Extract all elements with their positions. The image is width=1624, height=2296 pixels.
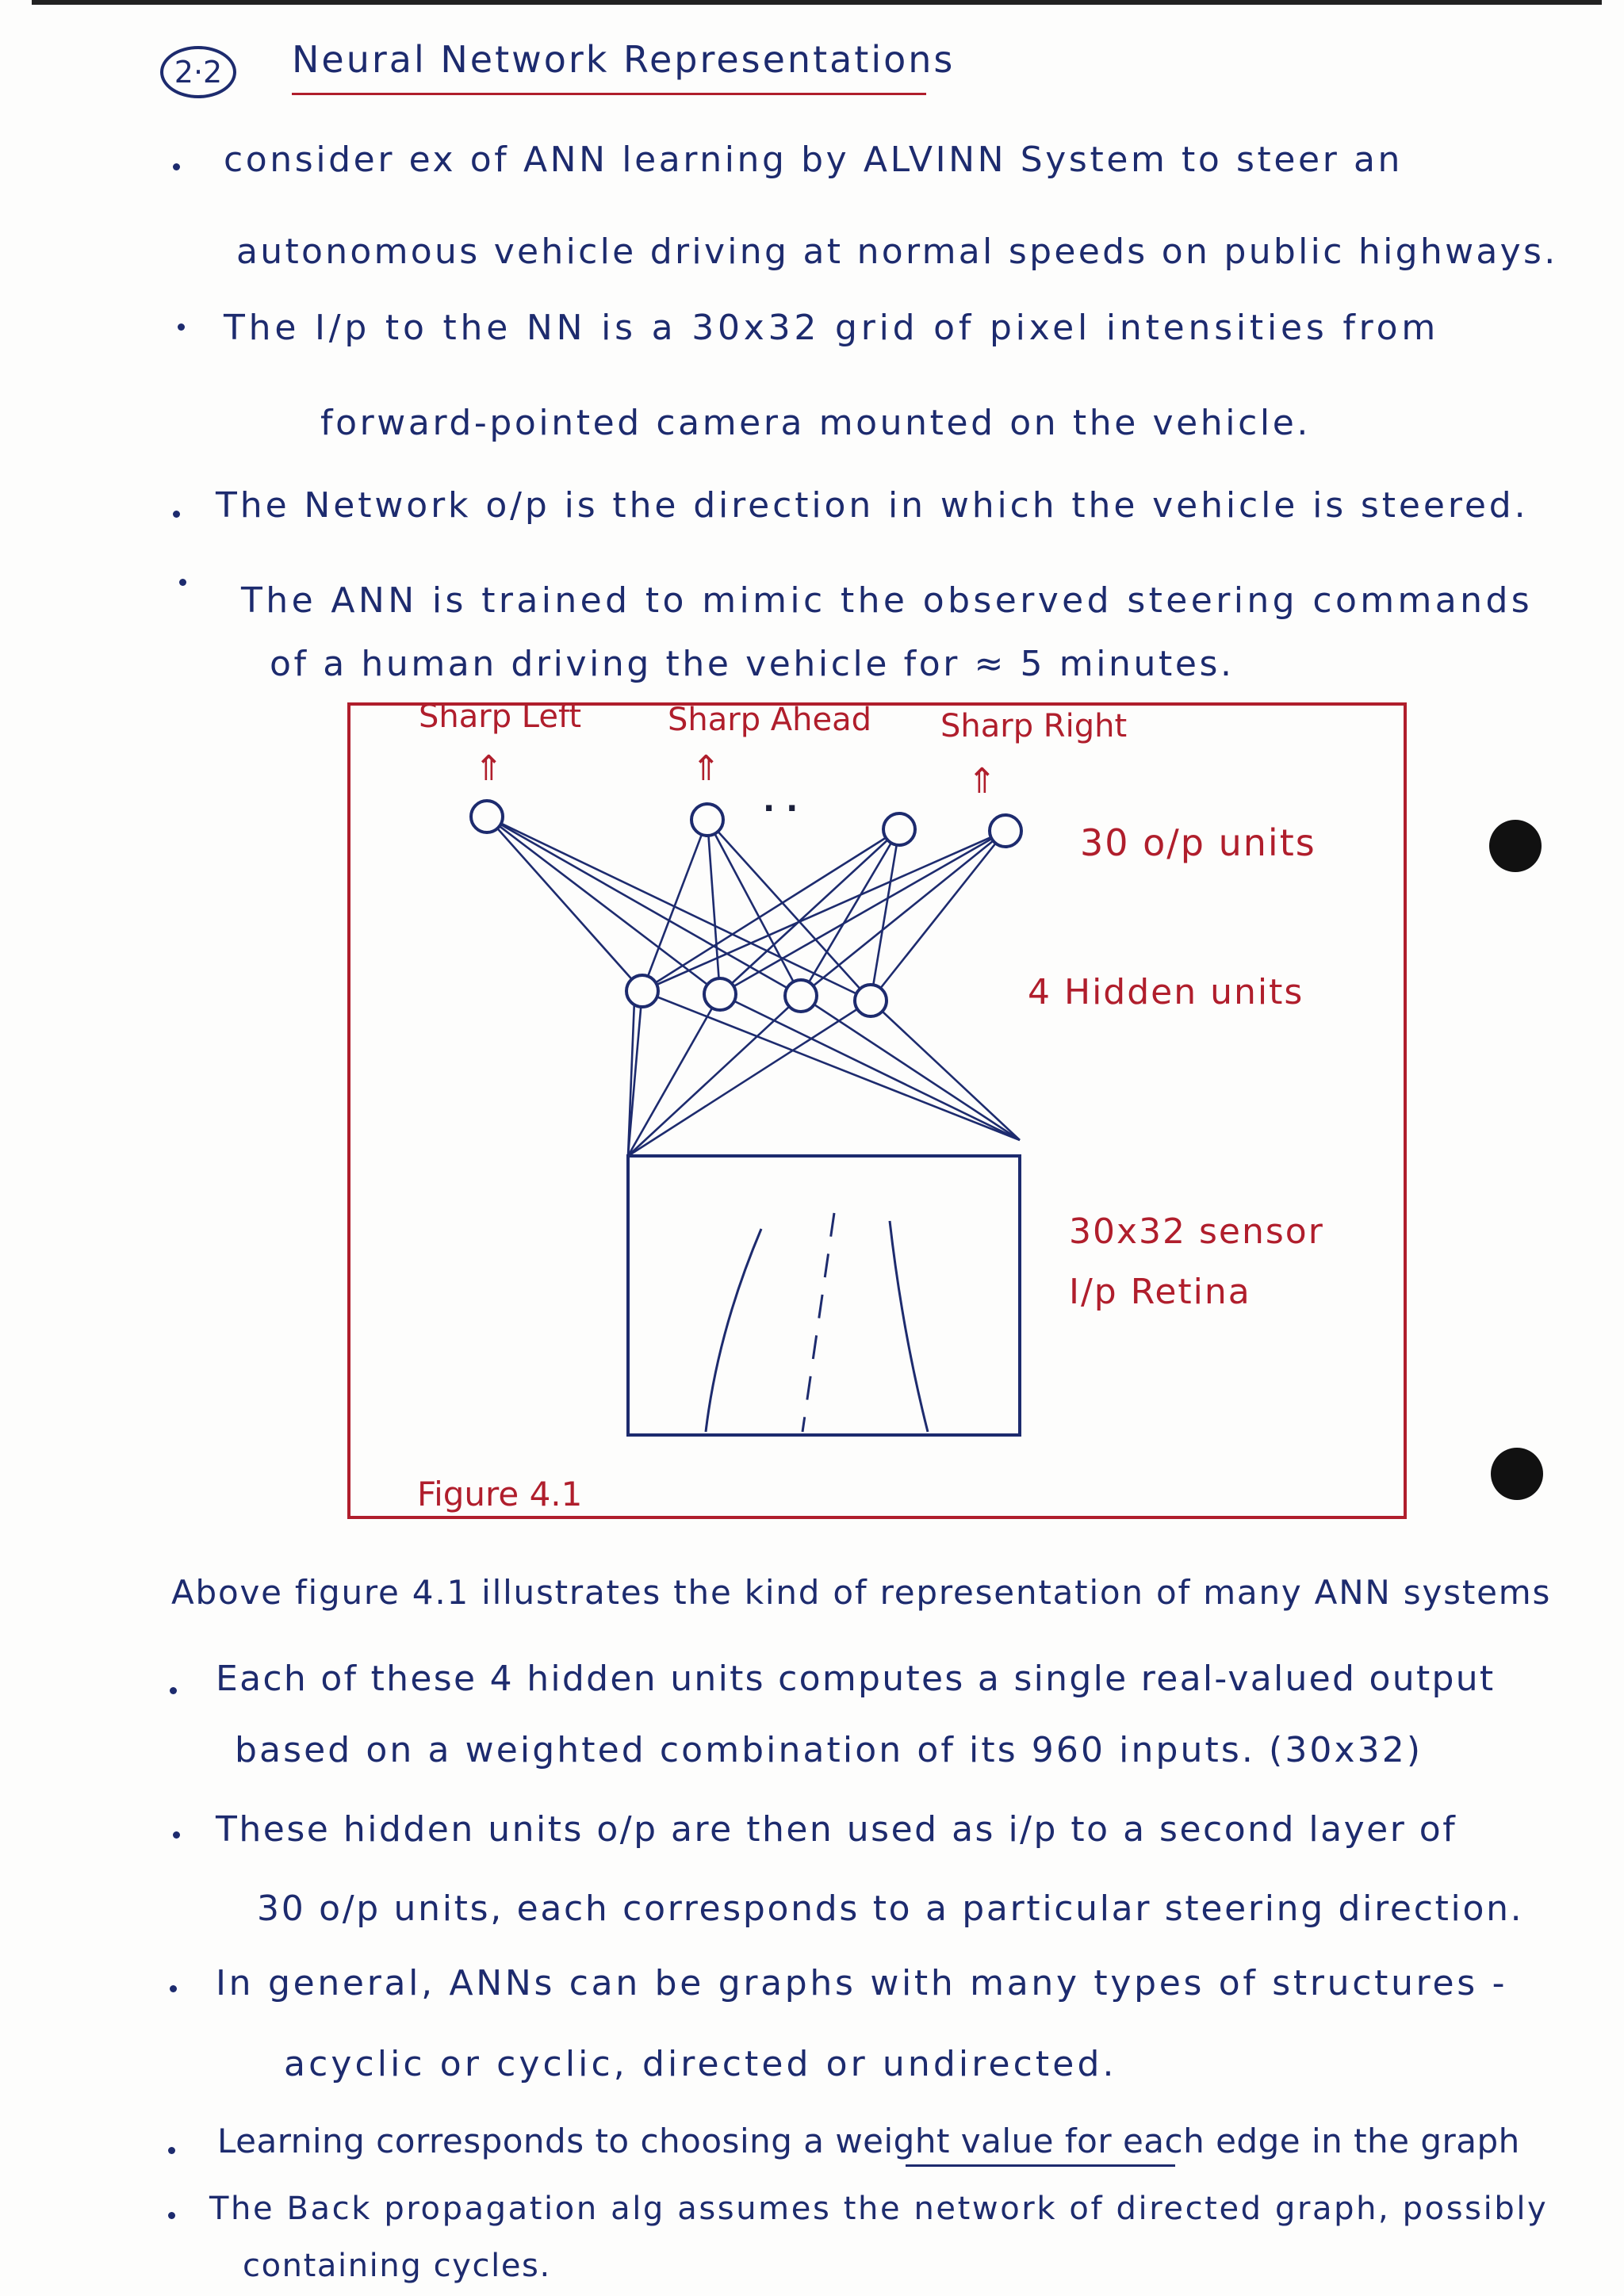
output-layer [471, 801, 1021, 847]
figure-caption: Figure 4.1 [417, 1475, 583, 1513]
bullet-dot [168, 2147, 175, 2154]
hidden-output-connection [720, 831, 1005, 994]
sensor-label-line-2: I/p Retina [1069, 1272, 1251, 1312]
lower-bullet-1-line-2: based on a weighted combination of its 960 inputs. (30x32) [235, 1730, 1423, 1770]
input-hidden-connection [642, 991, 1020, 1140]
after-figure-text: Above figure 4.1 illustrates the kind of representation of many ANN systems [171, 1573, 1552, 1612]
hidden-output-connection [642, 831, 1005, 991]
hidden-output-connection [642, 820, 707, 991]
arrow-up-icon: ⇑ [691, 748, 721, 789]
output-units-label: 30 o/p units [1080, 821, 1316, 864]
output-label-sharp-ahead: Sharp Ahead [668, 702, 872, 738]
output-label-sharp-right: Sharp Right [940, 708, 1128, 744]
output-unit-node [691, 804, 723, 836]
intro-bullet-2-line-1: The I/p to the NN is a 30x32 grid of pixel intensities from [224, 308, 1439, 348]
hidden-unit-node [785, 980, 817, 1012]
hidden-output-connection [720, 829, 899, 994]
hidden-output-connection [871, 831, 1005, 1001]
weight-value-underline [906, 2164, 1175, 2167]
hidden-output-connection [487, 817, 720, 994]
bullet-dot [173, 1831, 180, 1839]
lower-bullet-2-line-2: 30 o/p units, each corresponds to a particular steering direction. [257, 1888, 1524, 1929]
road-right-edge [890, 1221, 928, 1432]
input-hidden-connection [628, 994, 720, 1156]
section-title: Neural Network Representations [292, 38, 956, 81]
sensor-label-line-1: 30x32 sensor [1069, 1211, 1324, 1252]
intro-bullet-4-line-1: The ANN is trained to mimic the observed steering commands [241, 580, 1534, 621]
output-unit-node [471, 801, 503, 832]
intro-bullet-2-line-2: forward-pointed camera mounted on the vehicle. [320, 403, 1311, 443]
intro-bullet-4-line-2: of a human driving the vehicle for ≈ 5 minutes. [270, 644, 1235, 684]
output-ellipsis: · · [763, 790, 799, 827]
output-arrows [474, 748, 997, 802]
bullet-dot [170, 1985, 177, 1992]
hidden-unit-node [855, 985, 887, 1016]
output-unit-node [883, 813, 915, 845]
lower-bullet-3-line-1: In general, ANNs can be graphs with many types of structures - [216, 1963, 1508, 2003]
lower-bullet-4-line-1: Learning corresponds to choosing a weight value for each edge in the graph [217, 2122, 1520, 2160]
lower-bullet-1-line-1: Each of these 4 hidden units computes a single real-valued output [216, 1659, 1496, 1699]
intro-bullet-3-line-1: The Network o/p is the direction in which the vehicle is steered. [216, 485, 1529, 526]
hidden-output-connection [707, 820, 720, 994]
input-hidden-connection [628, 991, 642, 1156]
hidden-units-label: 4 Hidden units [1028, 972, 1304, 1012]
bullet-dot [168, 2212, 175, 2219]
sensor-retina-box [628, 1156, 1020, 1435]
input-hidden-connection [801, 996, 1020, 1140]
lower-bullet-3-line-2: acyclic or cyclic, directed or undirected. [284, 2044, 1117, 2084]
intro-bullet-1-line-1: consider ex of ANN learning by ALVINN System to steer an [224, 140, 1404, 180]
hidden-unit-node [626, 975, 658, 1007]
section-number: 2·2 [160, 46, 236, 98]
lower-bullet-5-line-1: The Back propagation alg assumes the network of directed graph, possibly [209, 2191, 1549, 2227]
connection-lines [487, 817, 1020, 1156]
output-label-sharp-left: Sharp Left [419, 698, 582, 735]
input-hidden-connection [628, 1001, 634, 1156]
road-left-edge [706, 1229, 761, 1432]
bullet-dot [170, 1687, 177, 1694]
hidden-unit-node [704, 978, 736, 1010]
intro-bullet-1-line-2: autonomous vehicle driving at normal speeds on public highways. [236, 232, 1558, 272]
arrow-up-icon: ⇑ [967, 761, 997, 802]
hidden-output-connection [487, 817, 642, 991]
output-unit-node [990, 815, 1021, 847]
hidden-output-connection [801, 831, 1005, 996]
input-hidden-connection [871, 1001, 1020, 1140]
lower-bullet-2-line-1: These hidden units o/p are then used as i/p to a second layer of [216, 1809, 1457, 1850]
input-hidden-connection [628, 1001, 871, 1156]
road-center-dashes [802, 1213, 834, 1432]
arrow-up-icon: ⇑ [474, 748, 504, 789]
lower-bullet-5-line-2: containing cycles. [243, 2248, 551, 2284]
